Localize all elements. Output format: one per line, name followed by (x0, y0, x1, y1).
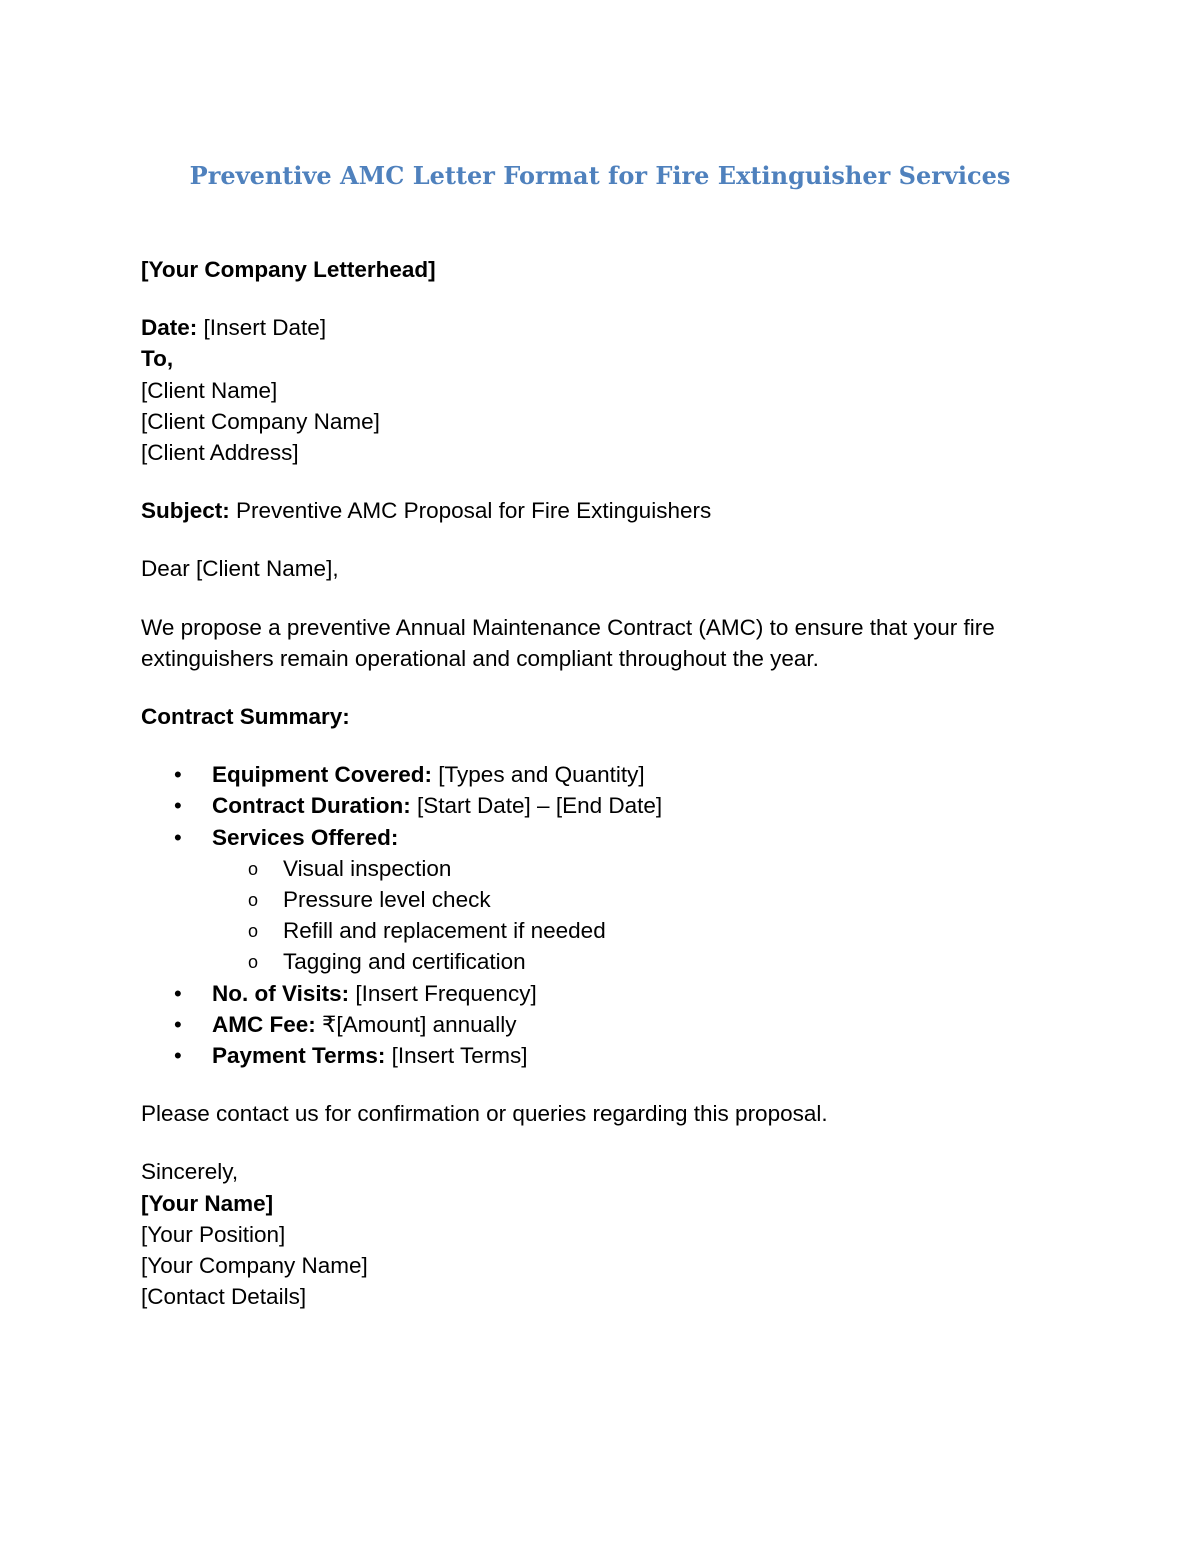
summary-heading: Contract Summary: (141, 704, 350, 730)
services-label: Services Offered: (212, 824, 399, 850)
signature-position: [Your Position] (141, 1221, 286, 1247)
visits-label: No. of Visits: (212, 980, 350, 1006)
list-item-visits (141, 978, 1101, 1009)
payment-value: [Insert Terms] (385, 1043, 528, 1069)
bullet-icon: • (174, 824, 182, 850)
summary-list (141, 759, 1101, 1071)
date-line (141, 312, 1101, 343)
list-item-fee (141, 1009, 1101, 1040)
signature-contact: [Contact Details] (141, 1284, 307, 1310)
sublist-item (212, 915, 1101, 946)
sublist-item (212, 884, 1101, 915)
sublist-item (212, 946, 1101, 977)
signature-company: [Your Company Name] (141, 1253, 368, 1279)
bullet-icon: • (174, 793, 182, 819)
to-label: To, (141, 346, 174, 372)
fee-label: AMC Fee: (212, 1011, 316, 1037)
service-text: Pressure level check (283, 887, 491, 913)
equipment-label: Equipment Covered: (212, 762, 433, 788)
sublist-item (212, 853, 1101, 884)
salutation: Dear [Client Name], (141, 556, 339, 582)
letterhead: [Your Company Letterhead] (141, 257, 436, 282)
date-label: Date: (141, 315, 198, 341)
recipient-name: [Client Name] (141, 377, 278, 403)
sub-bullet-icon: o (248, 952, 259, 973)
date-value: [Insert Date] (197, 315, 327, 341)
visits-value: [Insert Frequency] (349, 980, 537, 1006)
document-title: Preventive AMC Letter Format for Fire Extinguisher Services (189, 161, 1011, 190)
sub-bullet-icon: o (248, 921, 259, 942)
duration-value: [Start Date] – [End Date] (410, 793, 663, 819)
fee-value: ₹[Amount] annually (315, 1011, 517, 1037)
bullet-icon: • (174, 980, 182, 1006)
signature-name: [Your Name] (141, 1190, 274, 1216)
recipient-address: [Client Address] (141, 440, 299, 466)
bullet-icon: • (174, 1043, 182, 1069)
service-text: Tagging and certification (283, 949, 526, 975)
bullet-icon: • (174, 1011, 182, 1037)
service-text: Refill and replacement if needed (283, 918, 606, 944)
letter-body (141, 254, 1101, 1312)
closing-note: Please contact us for confirmation or queries regarding this proposal. (141, 1101, 828, 1127)
equipment-value: [Types and Quantity] (432, 762, 645, 788)
service-text: Visual inspection (283, 855, 452, 881)
sub-bullet-icon: o (248, 890, 259, 911)
list-item-services (141, 822, 1101, 978)
subject-value: Preventive AMC Proposal for Fire Extinguishers (229, 498, 712, 524)
duration-label: Contract Duration: (212, 793, 411, 819)
sub-bullet-icon: o (248, 858, 259, 879)
payment-label: Payment Terms: (212, 1043, 386, 1069)
recipient-company: [Client Company Name] (141, 408, 380, 434)
list-item-equipment (141, 759, 1101, 790)
intro-paragraph: We propose a preventive Annual Maintenance Contract (AMC) to ensure that your fire extinguishers remain operational and compliant throughout the year. (141, 614, 995, 671)
subject-line (141, 495, 1101, 526)
signoff: Sincerely, (141, 1159, 239, 1185)
list-item-payment (141, 1040, 1101, 1071)
subject-label: Subject: (141, 498, 230, 524)
list-item-duration (141, 790, 1101, 821)
services-sublist (212, 853, 1101, 978)
bullet-icon: • (174, 762, 182, 788)
